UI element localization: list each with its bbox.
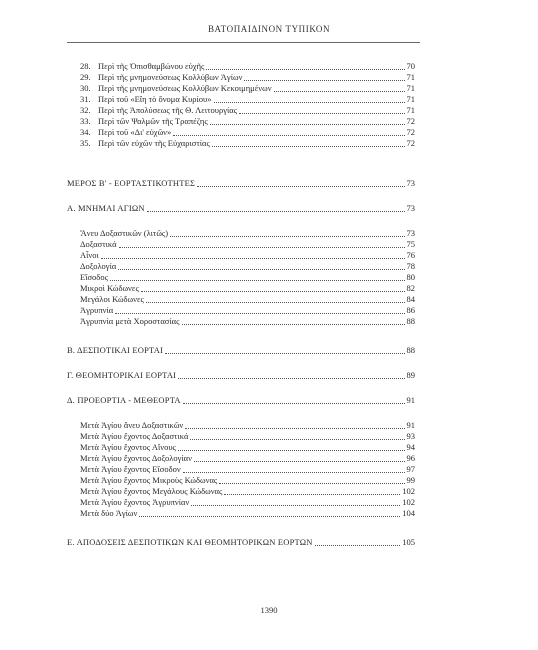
- toc-leader: [119, 247, 405, 248]
- toc-entry: [80, 228, 415, 239]
- toc-entry: [80, 464, 415, 475]
- toc-entry-title: Μετὰ Ἁγίου ἔχοντος Δοξολογίαν: [80, 453, 192, 463]
- toc-leader: [191, 505, 400, 506]
- toc-entry-title: Αἶνοι: [80, 250, 99, 260]
- toc-section-heading: [67, 203, 415, 214]
- toc-leader: [173, 135, 404, 136]
- toc-entry-title: Περὶ τῆς Ἀπολύσεως τῆς Θ. Λειτουργίας: [98, 105, 238, 115]
- toc-entry-title: Ἀγρυπνία μετὰ Χοροστασίας: [80, 316, 180, 326]
- toc-entry-page: 80: [406, 272, 415, 282]
- toc-entry-title: Δ. ΠΡΟΕΟΡΤΙΑ - ΜΕΘΕΟΡΤΑ: [67, 395, 181, 405]
- toc-entry-title: Ἄνευ Δοξαστικῶν (λιτῶς): [80, 228, 169, 238]
- toc-leader: [212, 146, 405, 147]
- toc-entry: [80, 83, 415, 94]
- toc-leader: [210, 124, 405, 125]
- toc-entry-page: 91: [406, 420, 415, 430]
- toc-entry-page: 70: [406, 61, 415, 71]
- toc-entry-title: Γ. ΘΕΟΜΗΤΟΡΙΚΑΙ ΕΟΡΤΑΙ: [67, 370, 177, 380]
- toc-entry-page: 93: [406, 431, 415, 441]
- toc-entry-title: Μετὰ Ἁγίου ἔχοντος Ἀγρυπνίαν: [80, 497, 190, 507]
- toc-entry: [80, 486, 415, 497]
- toc-entry-title: Ε. ΑΠΟΔΟΣΕΙΣ ΔΕΣΠΟΤΙΚΩΝ ΚΑΙ ΘΕΟΜΗΤΟΡΙΚΩΝ ΕΟΡΤΩΝ: [67, 537, 313, 547]
- toc-entry-page: 91: [406, 395, 415, 405]
- toc-entry-title: Περὶ τῆς μνημονεύσεως Κολλύβων Ἁγίων: [98, 72, 243, 82]
- page-number: 1390: [260, 605, 278, 615]
- toc-entry-number: 32.: [80, 105, 91, 115]
- toc-leader: [239, 113, 404, 114]
- toc-entry: [80, 61, 415, 72]
- toc-leader: [178, 378, 404, 379]
- toc-entry-title: Περὶ τῶν εὐχῶν τῆς Εὐχαριστίας: [98, 138, 210, 148]
- toc-entry: [80, 283, 415, 294]
- toc-entry-page: 73: [406, 228, 415, 238]
- toc-entry-title: Περὶ τῶν Ψαλμῶν τῆς Τραπέζης: [98, 116, 208, 126]
- toc-entry-page: 71: [406, 94, 415, 104]
- toc-entry-page: 97: [406, 464, 415, 474]
- toc-leader: [170, 236, 404, 237]
- toc-entry-title: Μετὰ Ἁγίου ἄνευ Δοξαστικῶν: [80, 420, 184, 430]
- running-header: ΒΑΤΟΠΑΙΔΙΝΟΝ ΤΥΠΙΚΟΝ: [207, 24, 331, 34]
- toc-entry-title: Μετὰ Ἁγίου ἔχοντος Μικροὺς Κώδωνας: [80, 475, 218, 485]
- toc-leader: [190, 439, 404, 440]
- toc-entry: [80, 94, 415, 105]
- toc-entry-number: 30.: [80, 83, 91, 93]
- toc-leader: [178, 450, 405, 451]
- toc-entry-page: 102: [402, 486, 415, 496]
- toc-entry-title: Μετὰ Ἁγίου ἔχοντος Δοξαστικά: [80, 431, 189, 441]
- toc-entry: [80, 442, 415, 453]
- toc-leader: [197, 186, 404, 187]
- toc-entry-title: Α. ΜΝΗΜΑΙ ΑΓΙΩΝ: [67, 203, 145, 213]
- toc-entry-title: Δοξαστικά: [80, 239, 117, 249]
- toc-entry: [80, 453, 415, 464]
- toc-entry-title: Μικροὶ Κώδωνες: [80, 283, 139, 293]
- toc-entry: [80, 250, 415, 261]
- toc-leader: [146, 302, 405, 303]
- toc-entry-page: 99: [406, 475, 415, 485]
- toc-entry: [80, 272, 415, 283]
- toc-leader: [183, 472, 405, 473]
- toc-leader: [147, 211, 405, 212]
- toc-leader: [219, 483, 404, 484]
- toc-entry: [80, 239, 415, 250]
- toc-leader: [139, 516, 400, 517]
- toc-entry-title: ΜΕΡΟΣ Β' - ΕΟΡΤΑΣΤΙΚΟΤΗΤΕΣ: [67, 178, 196, 188]
- toc-section-heading: [67, 370, 415, 381]
- toc-entry-page: 89: [406, 370, 415, 380]
- toc-entry-page: 75: [406, 239, 415, 249]
- toc-entry-number: 33.: [80, 116, 91, 126]
- toc-entry-page: 71: [406, 72, 415, 82]
- toc-leader: [274, 91, 405, 92]
- toc-entry: [80, 475, 415, 486]
- toc-entry-page: 104: [402, 508, 415, 518]
- toc-entry-title: Μετὰ Ἁγίου ἔχοντος Εἴσοδον: [80, 464, 181, 474]
- toc-section-heading: [67, 395, 415, 406]
- toc-entry-title: Δοξολογία: [80, 261, 117, 271]
- toc-entry: [80, 431, 415, 442]
- toc-entry-page: 72: [406, 116, 415, 126]
- toc-entry-title: Περὶ τῆς μνημονεύσεως Κολλύβων Κεκοιμημένων: [98, 83, 272, 93]
- toc-leader: [194, 461, 405, 462]
- toc-entry: [80, 508, 415, 519]
- toc-leader: [101, 258, 405, 259]
- toc-entry: [80, 116, 415, 127]
- toc-section-heading: [67, 345, 415, 356]
- toc-leader: [244, 80, 404, 81]
- toc-entry-number: 35.: [80, 138, 91, 148]
- toc-leader: [115, 313, 404, 314]
- toc-entry-page: 73: [406, 203, 415, 213]
- toc-section-heading: [67, 537, 415, 548]
- toc-entry-page: 71: [406, 105, 415, 115]
- toc-leader: [224, 494, 400, 495]
- toc-entry: [80, 305, 415, 316]
- toc-leader: [185, 428, 404, 429]
- toc-entry-title: Μετὰ Ἁγίου ἔχοντος Μεγάλους Κώδωνας: [80, 486, 223, 496]
- toc-entry-title: Μετὰ Ἁγίου ἔχοντος Αἴνους: [80, 442, 176, 452]
- toc-entry: [80, 105, 415, 116]
- toc-entry: [80, 127, 415, 138]
- toc-entry-page: 78: [406, 261, 415, 271]
- toc-leader: [214, 102, 405, 103]
- toc-entry: [80, 294, 415, 305]
- toc-part-heading: [67, 178, 415, 189]
- toc-leader: [183, 403, 405, 404]
- toc-entry-page: 102: [402, 497, 415, 507]
- toc-entry: [80, 261, 415, 272]
- toc-entry-number: 29.: [80, 72, 91, 82]
- toc-entry: [80, 420, 415, 431]
- toc-entry: [80, 316, 415, 327]
- toc-leader: [315, 545, 401, 546]
- toc-entry: [80, 72, 415, 83]
- toc-entry-page: 72: [406, 138, 415, 148]
- toc-entry-title: Περὶ τοῦ «Εἴη τὸ ὄνομα Κυρίου»: [98, 94, 212, 104]
- toc-entry: [80, 138, 415, 149]
- toc-entry-page: 105: [402, 537, 415, 547]
- toc-entry-page: 88: [406, 345, 415, 355]
- toc-entry-number: 31.: [80, 94, 91, 104]
- toc-leader: [165, 353, 404, 354]
- toc-entry-title: Μεγάλοι Κώδωνες: [80, 294, 144, 304]
- toc-entry-number: 34.: [80, 127, 91, 137]
- toc-entry-page: 86: [406, 305, 415, 315]
- toc-leader: [182, 324, 405, 325]
- toc-entry-page: 82: [406, 283, 415, 293]
- toc-entry-title: Β. ΔΕΣΠΟΤΙΚΑΙ ΕΟΡΤΑΙ: [67, 345, 164, 355]
- toc-entry-title: Περὶ τῆς Ὀπισθαμβώνου εὐχῆς: [98, 61, 205, 71]
- toc-leader: [110, 280, 405, 281]
- toc-entry-page: 94: [406, 442, 415, 452]
- toc-entry-page: 88: [406, 316, 415, 326]
- toc-entry-page: 84: [406, 294, 415, 304]
- toc-entry-number: 28.: [80, 61, 91, 71]
- toc-entry-page: 73: [406, 178, 415, 188]
- toc-leader: [118, 269, 404, 270]
- toc-entry-title: Ἀγρυπνία: [80, 305, 114, 315]
- toc-entry: [80, 497, 415, 508]
- toc-entry-title: Εἴσοδος: [80, 272, 108, 282]
- toc-leader: [141, 291, 405, 292]
- toc-entry-title: Μετὰ δύο Ἁγίων: [80, 508, 138, 518]
- toc-entry-page: 72: [406, 127, 415, 137]
- toc-leader: [206, 69, 404, 70]
- toc-entry-page: 71: [406, 83, 415, 93]
- toc-entry-page: 96: [406, 453, 415, 463]
- toc-entry-title: Περὶ τοῦ «Δι' εὐχῶν»: [98, 127, 172, 137]
- toc-entry-page: 76: [406, 250, 415, 260]
